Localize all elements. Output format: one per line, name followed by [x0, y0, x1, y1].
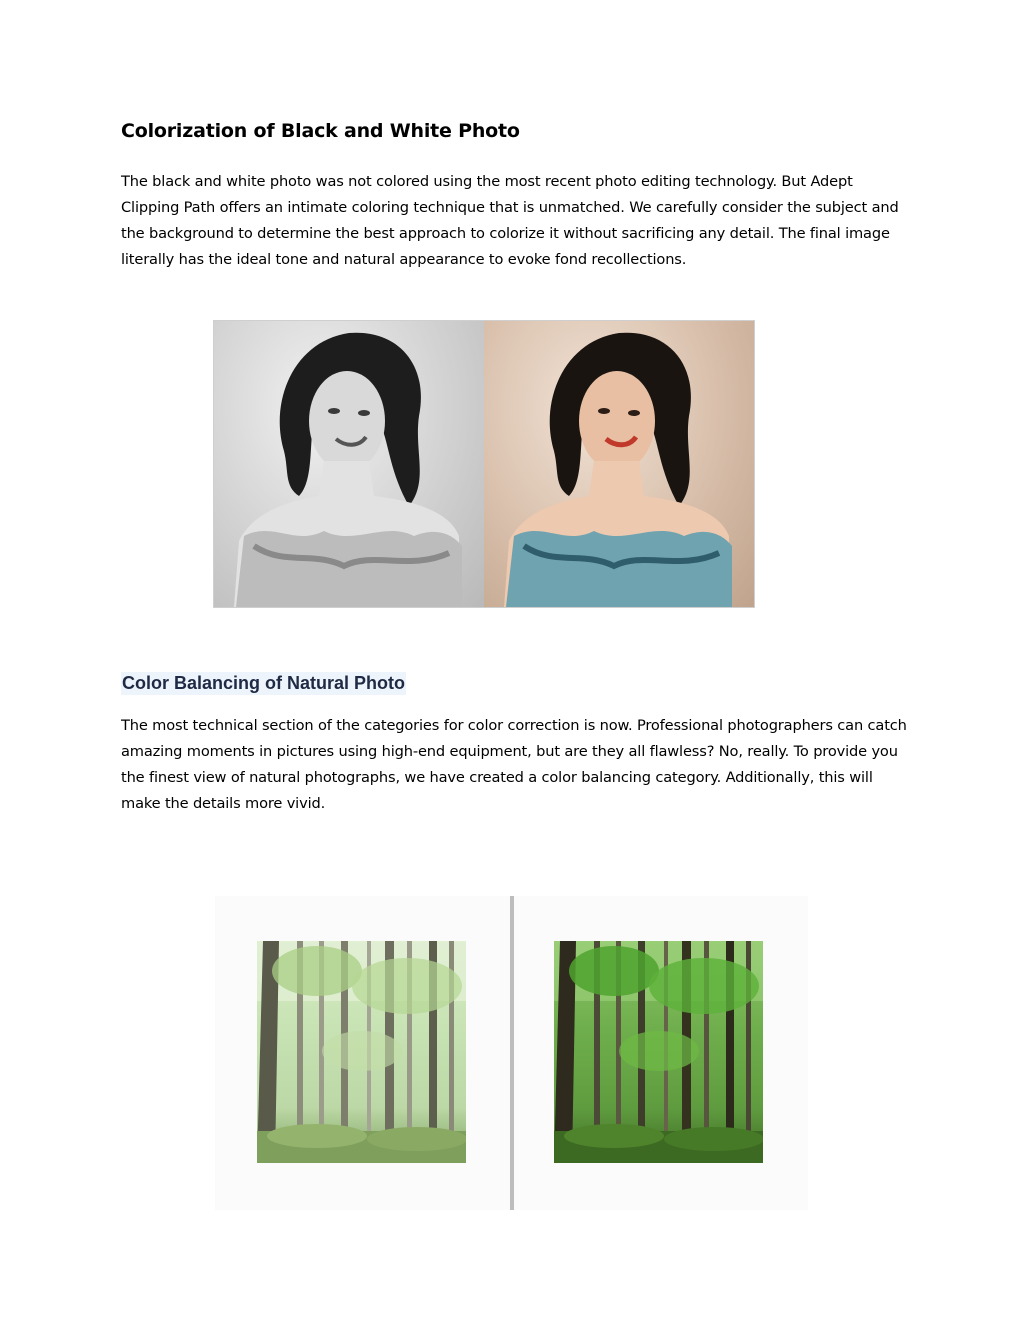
forest-photo-before: [257, 941, 466, 1163]
colorization-paragraph: The black and white photo was not colored using the most recent photo editing technology. But Adept Clipping Path offers an intimate coloring technique that is unmatched. We carefully consider the subject and the background to determine the best approach to colorize it without sacrificing any detail. The final image literally has the ideal tone and natural appearance to evoke fond recollections.: [121, 173, 899, 268]
image-divider: [510, 896, 514, 1210]
colorization-before-after-image: [213, 320, 755, 608]
forest-photo-after: [554, 941, 763, 1163]
colorized-portrait: [484, 321, 754, 607]
color-balancing-before-after-image: [215, 896, 808, 1210]
section-heading-color-balancing: Color Balancing of Natural Photo: [122, 673, 406, 693]
black-and-white-portrait: [214, 321, 484, 607]
color-balancing-paragraph: The most technical section of the categories for color correction is now. Professional photographers can catch amazing moments in pictures using high-end equipment, but are they all flawless? No, really. To provide you the finest view of natural photographs, we have created a color balancing category. Additionally, this will make the details more vivid.: [121, 717, 907, 812]
section-heading-colorization: Colorization of Black and White Photo: [121, 120, 520, 142]
